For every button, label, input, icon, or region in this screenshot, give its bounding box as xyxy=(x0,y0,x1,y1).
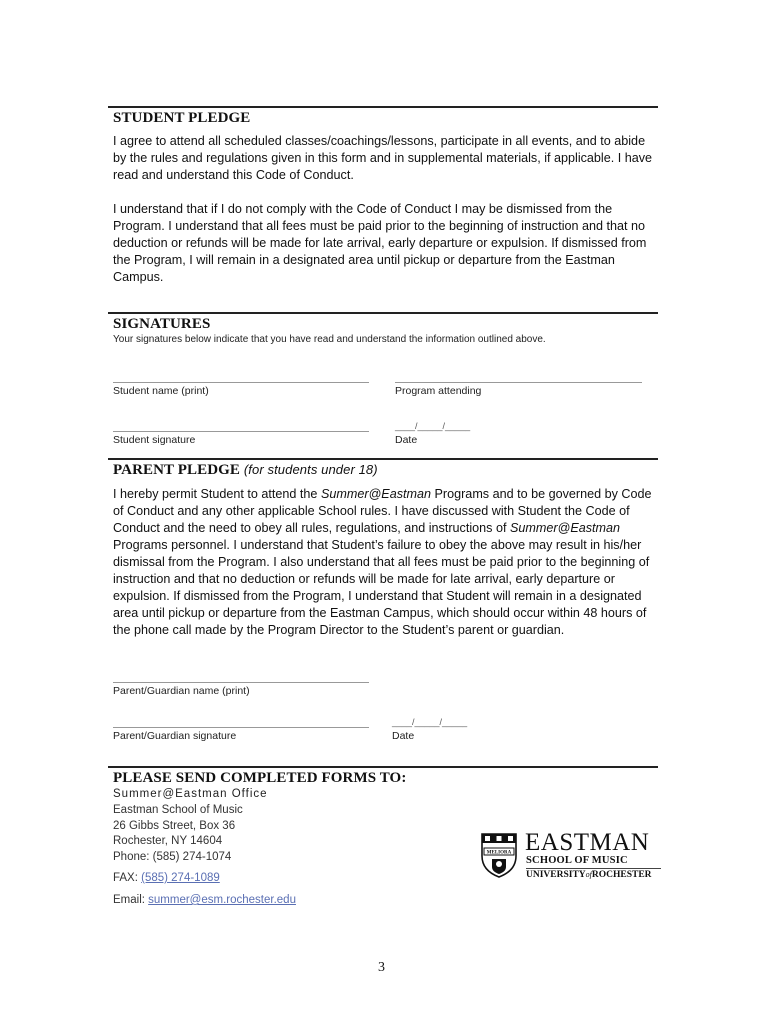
logo-univ-of: of xyxy=(585,870,592,879)
parent-pledge-heading xyxy=(113,462,378,479)
student-pledge-paragraph-2: I understand that if I do not comply with the Code of Conduct I may be dismissed from the Program. I understand that all fees must be paid prior to the beginning of instruction and that no deduction or refunds will be made for late arrival, early departure or expulsion. If dismissed from the Program, I will remain in a designated area until pickup or departure from the Eastman Campus. xyxy=(113,202,647,284)
logo-school: SCHOOL OF MUSIC xyxy=(526,855,628,866)
student-name-field[interactable] xyxy=(113,382,369,383)
city-address: Rochester, NY 14604 xyxy=(113,835,223,847)
eastman-logo xyxy=(480,830,662,882)
guardian-name-field[interactable] xyxy=(113,682,369,683)
signatures-subtitle: Your signatures below indicate that you have read and understand the information outlined above. xyxy=(113,334,546,345)
parent-pledge-text-c: Programs and to be governed by Code of Conduct and any other applicable School rules. I have discussed with Student the Code of Conduct and the need to obey all rules, regulations, and instructions of xyxy=(113,487,652,535)
section-divider xyxy=(108,458,658,460)
student-name-label: Student name (print) xyxy=(113,385,209,397)
section-divider xyxy=(108,106,658,108)
section-divider xyxy=(108,312,658,314)
logo-univ-b: ROCHESTER xyxy=(591,870,652,880)
student-signature-field[interactable] xyxy=(113,431,369,432)
logo-university xyxy=(526,870,652,880)
office-name: Summer@Eastman Office xyxy=(113,788,268,800)
fax-label: FAX: xyxy=(113,872,142,884)
phone-number: Phone: (585) 274-1074 xyxy=(113,851,232,863)
university-seal-icon xyxy=(480,832,518,878)
section-divider xyxy=(108,766,658,768)
logo-divider xyxy=(526,868,661,869)
guardian-date-label: Date xyxy=(392,730,415,742)
student-signature-label: Student signature xyxy=(113,434,196,446)
parent-pledge-text-e: Programs personnel. I understand that Student’s failure to obey the above may result in his/her dismissal from the Program. I also understand that all fees must be paid prior to the beginning of instruction and that no deduction or refunds will be made for late arrival, early departure or expulsion. If dismissed from the Program, I understand that Student will remain in a designated area until pickup or departure from the Eastman Campus, which should occur within 48 hours of the phone call made by the Program Director to the Student’s parent or guardian. xyxy=(113,538,650,637)
send-forms-heading: PLEASE SEND COMPLETED FORMS TO: xyxy=(113,770,407,786)
program-attending-label: Program attending xyxy=(395,385,482,397)
student-pledge-heading: STUDENT PLEDGE xyxy=(113,110,251,126)
guardian-signature-label: Parent/Guardian signature xyxy=(113,730,237,742)
parent-pledge-note: (for students under 18) xyxy=(243,462,378,477)
student-date-field[interactable]: ____/_____/_____ xyxy=(395,421,471,431)
program-name: Summer@Eastman xyxy=(320,487,432,501)
street-address: 26 Gibbs Street, Box 36 xyxy=(113,820,236,832)
guardian-name-label: Parent/Guardian name (print) xyxy=(113,685,250,697)
page-number: 3 xyxy=(378,960,385,975)
logo-name: EASTMAN xyxy=(525,829,650,856)
student-pledge-paragraph-1: I agree to attend all scheduled classes/coachings/lessons, participate in all events, and to abide by the rules and regulations given in this form and in supplemental materials, if applicable. I have read and understand this Code of Conduct. xyxy=(113,134,653,182)
seal-motto: MELIORA xyxy=(486,850,512,856)
guardian-date-field[interactable]: ____/_____/_____ xyxy=(392,717,468,727)
guardian-signature-field[interactable] xyxy=(113,727,369,728)
fax-line xyxy=(113,872,220,884)
logo-univ-a: UNIVERSITY xyxy=(526,870,586,880)
parent-pledge-paragraph xyxy=(113,486,658,639)
school-name: Eastman School of Music xyxy=(113,804,243,816)
program-name: Summer@Eastman xyxy=(509,521,621,535)
program-attending-field[interactable] xyxy=(395,382,642,383)
parent-pledge-title: PARENT PLEDGE xyxy=(113,462,241,478)
fax-link[interactable]: (585) 274-1089 xyxy=(141,872,220,884)
signatures-heading: SIGNATURES xyxy=(113,316,211,332)
email-label: Email: xyxy=(113,894,149,906)
email-line xyxy=(113,894,296,906)
student-date-label: Date xyxy=(395,434,418,446)
email-link[interactable]: summer@esm.rochester.edu xyxy=(148,894,296,906)
parent-pledge-text-a: I hereby permit Student to attend the xyxy=(113,487,321,501)
